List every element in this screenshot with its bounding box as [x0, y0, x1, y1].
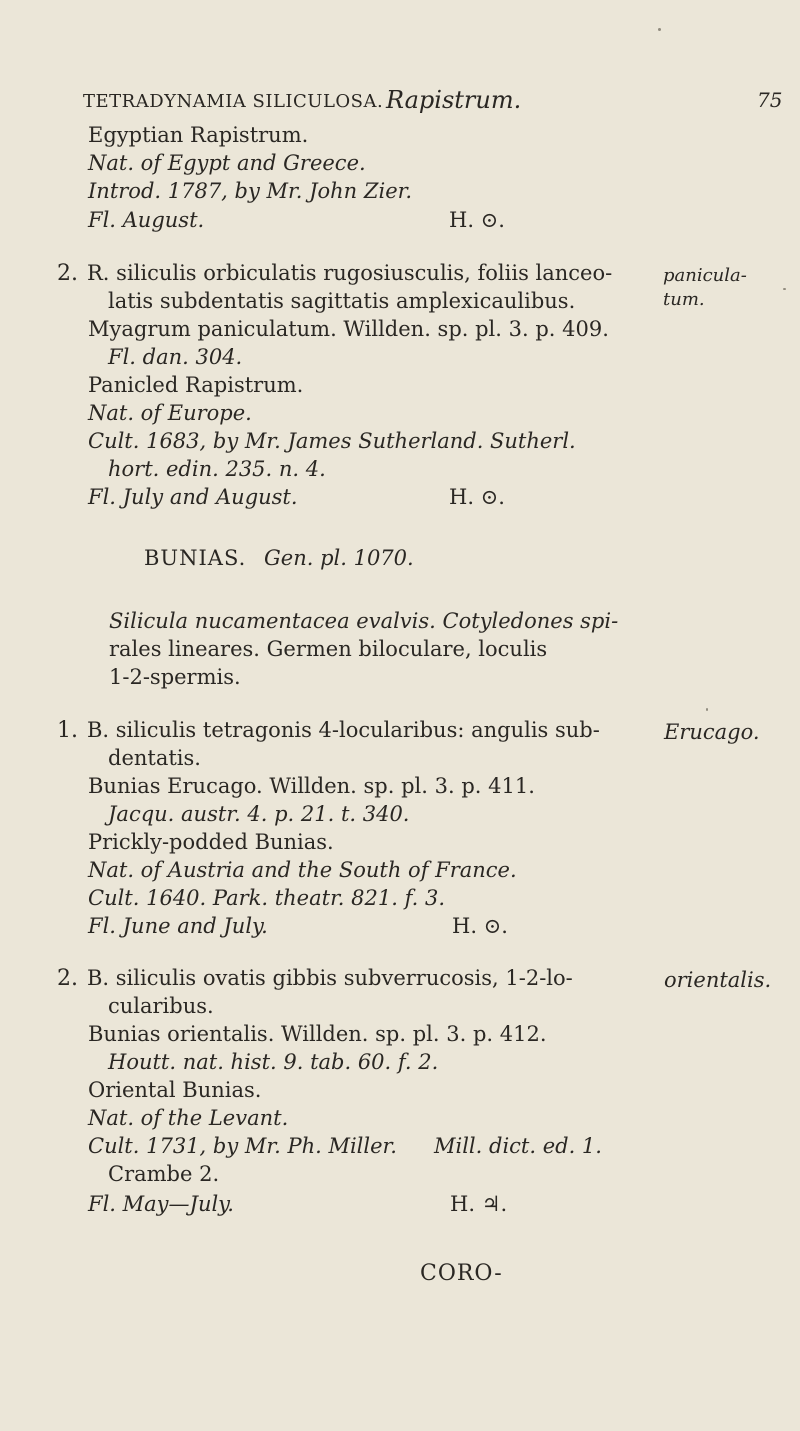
introduction: Introd. 1787, by Mr. John Zier. [88, 179, 413, 203]
synonym: Bunias Erucago. Willden. sp. pl. 3. p. 411. [88, 774, 535, 798]
flowering: Fl. August. [88, 208, 205, 232]
reference: hort. edin. 235. n. 4. [108, 457, 326, 481]
paper-speck [706, 708, 708, 711]
reference: Houtt. nat. hist. 9. tab. 60. f. 2. [108, 1050, 439, 1074]
reference: Jacqu. austr. 4. p. 21. t. 340. [108, 802, 410, 826]
native-range: Nat. of Europe. [88, 401, 252, 425]
reference: Crambe 2. [108, 1162, 220, 1186]
synonym: Bunias orientalis. Willden. sp. pl. 3. p. 412. [88, 1022, 547, 1046]
common-name: Prickly-podded Bunias. [88, 830, 334, 854]
habit-symbol: H. ⊙. [452, 914, 508, 938]
species-number: 2. [57, 966, 78, 991]
flowering: Fl. June and July. [88, 914, 268, 938]
margin-name: Erucago. [664, 720, 760, 744]
cultivation: Cult. 1683, by Mr. James Sutherland. [88, 429, 484, 453]
habit-symbol: H. ⊙. [449, 485, 505, 509]
common-name: Egyptian Rapistrum. [88, 123, 309, 147]
running-title: TETRADYNAMIA SILICULOSA. [83, 91, 384, 112]
common-name: Oriental Bunias. [88, 1078, 262, 1102]
genus-reference: Gen. pl. 1070. [264, 546, 414, 570]
paper-speck [658, 28, 661, 31]
catchword: CORO- [420, 1261, 503, 1286]
paper-speck [783, 288, 786, 290]
habit-symbol: H. ⊙. [449, 208, 505, 232]
native-range: Nat. of Austria and the South of France. [88, 858, 517, 882]
flowering: Fl. May—July. [88, 1192, 234, 1216]
diagnosis-line: R. siliculis orbiculatis rugosiusculis, foliis lanceo- [87, 261, 613, 285]
reference: Mill. dict. ed. 1. [434, 1134, 602, 1158]
genus-description: Silicula nucamentacea evalvis. Cotyledones spi- [109, 609, 619, 633]
cultivation: Cult. 1640. Park. theatr. 821. f. 3. [88, 886, 445, 910]
common-name: Panicled Rapistrum. [88, 373, 304, 397]
species-number: 1. [57, 718, 78, 743]
genus-description: rales lineares. Germen biloculare, loculis [109, 637, 548, 661]
habit-symbol: H. ♃. [450, 1192, 508, 1216]
margin-name: tum. [663, 289, 705, 310]
diagnosis-line: cularibus. [108, 994, 214, 1018]
genus-title: BUNIAS. [144, 546, 247, 570]
native-range: Nat. of Egypt and Greece. [88, 151, 366, 175]
reference: Sutherl. [490, 429, 576, 453]
reference: Fl. dan. 304. [108, 345, 243, 369]
diagnosis-line: B. siliculis ovatis gibbis subverrucosis, 1-2-lo- [87, 966, 573, 990]
page-number: 75 [757, 88, 783, 112]
diagnosis-line: dentatis. [108, 746, 201, 770]
diagnosis-line: B. siliculis tetragonis 4-locularibus: angulis sub- [87, 718, 600, 742]
margin-name: orientalis. [664, 968, 772, 992]
flowering: Fl. July and August. [88, 485, 298, 509]
running-genus: Rapistrum. [386, 86, 522, 114]
margin-name: panicula- [663, 265, 747, 286]
diagnosis-line: latis subdentatis sagittatis amplexicaulibus. [108, 289, 576, 313]
species-number: 2. [57, 261, 78, 286]
native-range: Nat. of the Levant. [88, 1106, 289, 1130]
cultivation: Cult. 1731, by Mr. Ph. Miller. [88, 1134, 397, 1158]
synonym: Myagrum paniculatum. Willden. sp. pl. 3. p. 409. [88, 317, 609, 341]
genus-description: 1-2-spermis. [109, 665, 241, 689]
